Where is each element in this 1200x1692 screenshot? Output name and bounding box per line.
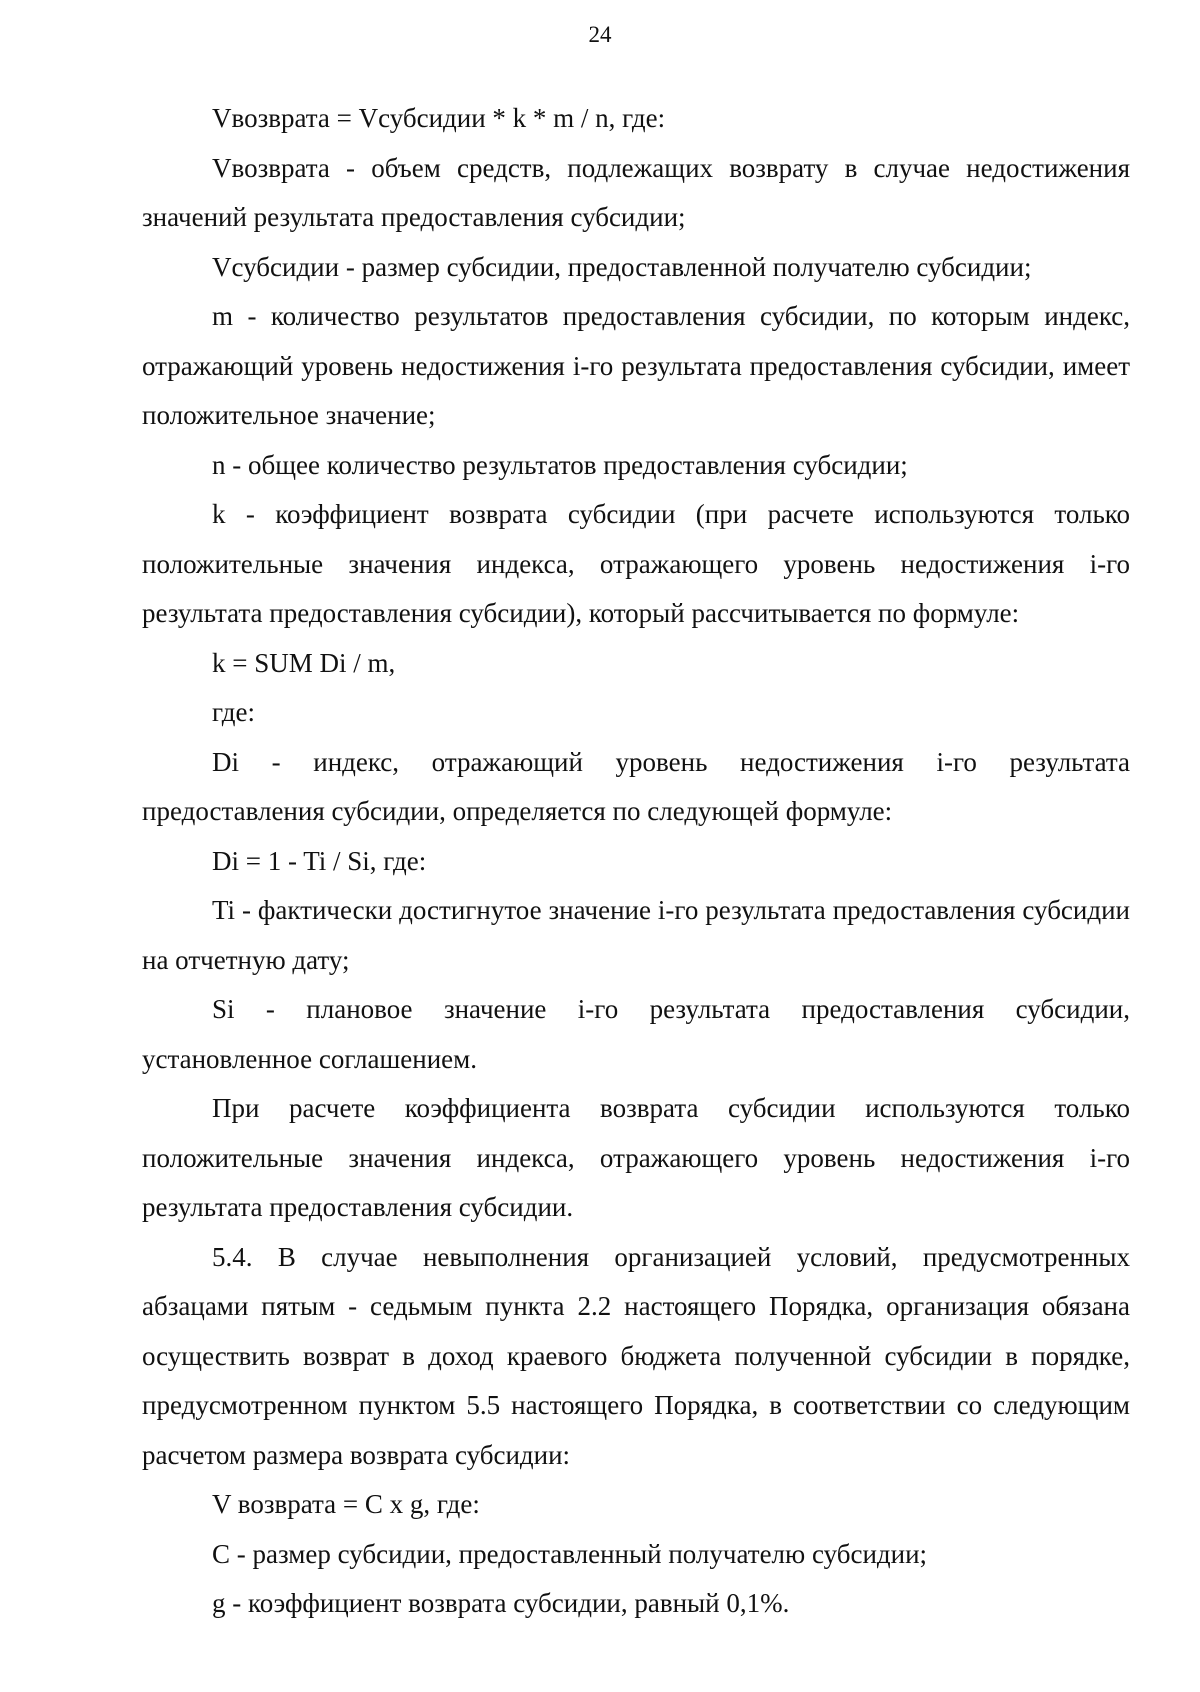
clause-5-4: 5.4. В случае невыполнения организацией условий, предусмотренных абзацами пятым - седьмым пункта 2.2 настоящего Порядка, организация обязана осуществить возврат в доход краевого бюджета полученной субсидии в порядке, предусмотренном пунктом 5.5 настоящего Порядка, в соответствии со следующим расчетом размера возврата субсидии: (142, 1241, 1130, 1470)
formula-k: k = SUM Di / m, (212, 647, 396, 678)
definition-v-return: Vвозврата - объем средств, подлежащих возврату в случае недостижения значений результата предоставления субсидии; (142, 152, 1130, 232)
formula-v-return-c-g: V возврата = C x g, где: (212, 1489, 480, 1519)
where-label: где: (212, 697, 255, 727)
definition-v-subsidy: Vсубсидии - размер субсидии, предоставленной получателю субсидии; (212, 251, 1032, 282)
definition-n: n - общее количество результатов предоставления субсидии; (212, 449, 908, 480)
definition-di: Di - индекс, отражающий уровень недостижения i-го результата предоставления субсидии, определяется по следующей формуле: (142, 746, 1130, 826)
definition-m: m - количество результатов предоставления субсидии, по которым индекс, отражающий уровень недостижения i-го результата предоставления субсидии, имеет положительное значение; (142, 301, 1130, 430)
definition-si: Si - плановое значение i-го результата предоставления субсидии, установленное соглашением. (142, 994, 1130, 1074)
document-body (142, 94, 1130, 1629)
definition-g: g - коэффициент возврата субсидии, равный 0,1%. (212, 1588, 790, 1618)
page-number: 24 (588, 22, 612, 47)
formula-di: Di = 1 - Ti / Si, где: (212, 845, 427, 876)
definition-ti: Ti - фактически достигнутое значение i-го результата предоставления субсидии на отчетную дату; (142, 895, 1130, 975)
calculation-note: При расчете коэффициента возврата субсидии используются только положительные значения индекса, отражающего уровень недостижения i-го результата предоставления субсидии. (142, 1093, 1130, 1222)
formula-v-return: Vвозврата = Vсубсидии * k * m / n, где: (212, 103, 666, 133)
definition-c: C - размер субсидии, предоставленный получателю субсидии; (212, 1538, 928, 1569)
definition-k: k - коэффициент возврата субсидии (при расчете используются только положительные значения индекса, отражающего уровень недостижения i-го результата предоставления субсидии), который рассчитывается по формуле: (142, 499, 1130, 628)
